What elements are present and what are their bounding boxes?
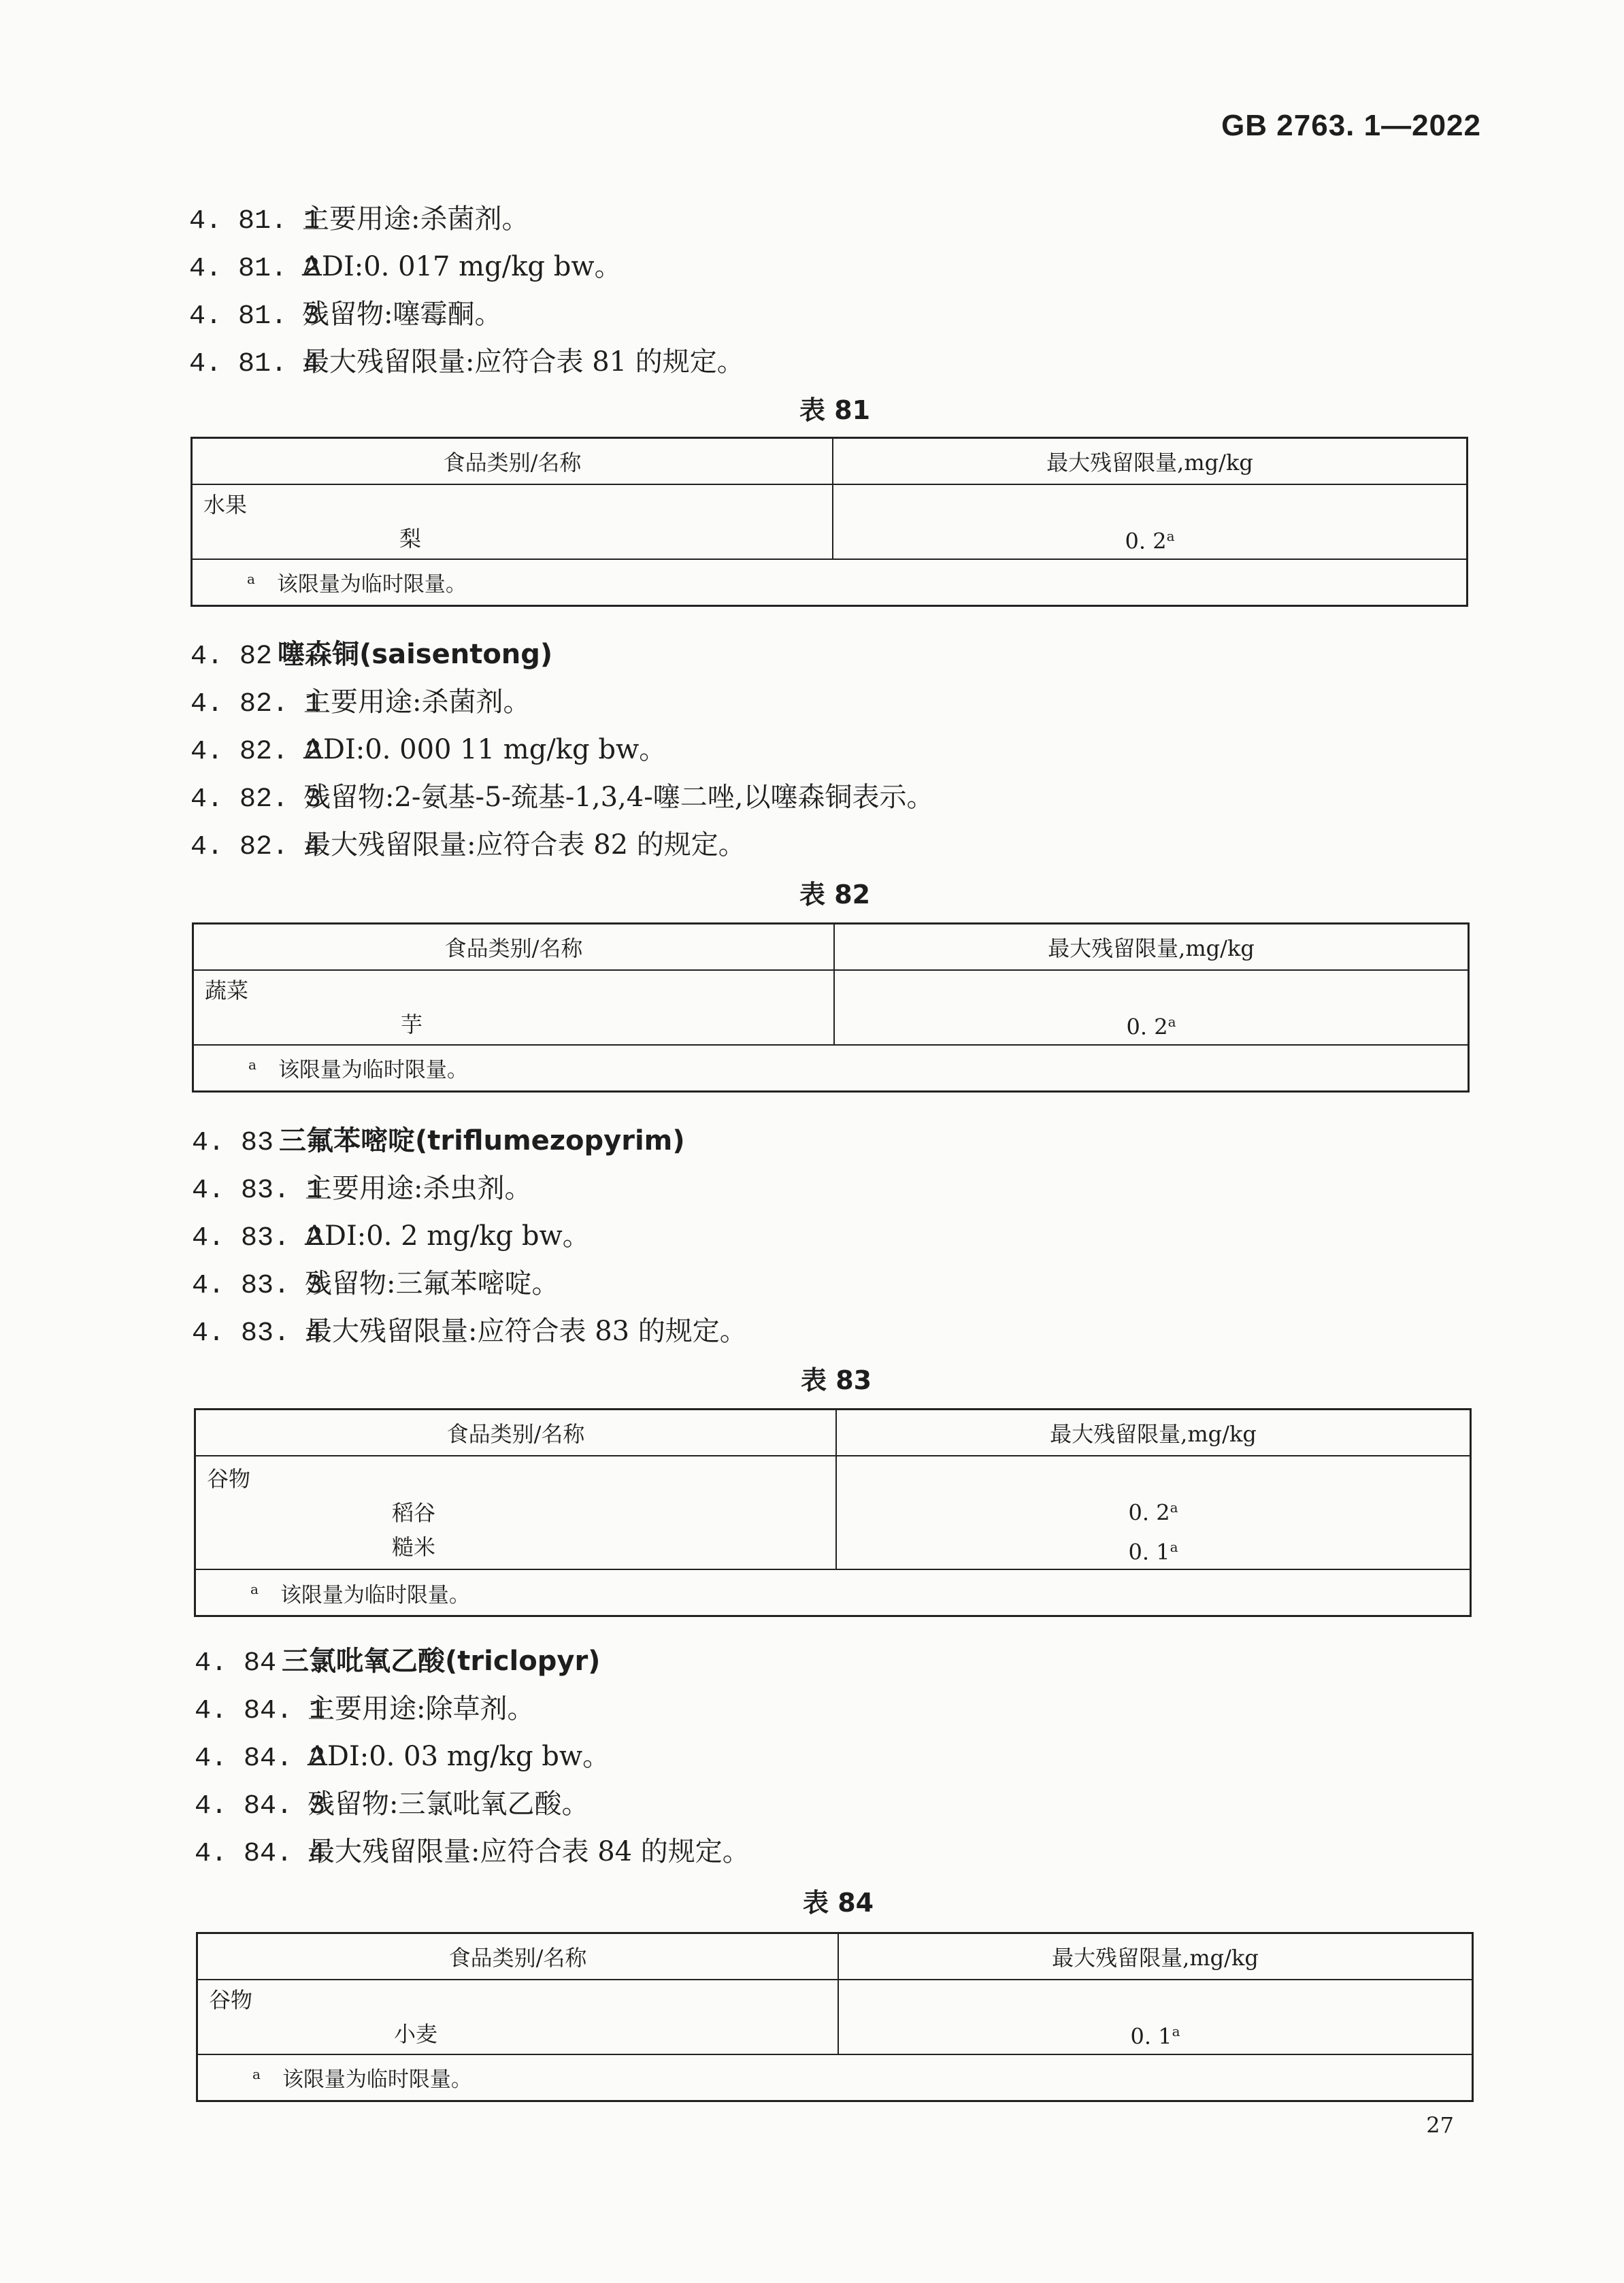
clause-text: 残留物:2-氨基-5-巯基-1,3,4-噻二唑,以噻森铜表示。 (303, 782, 934, 813)
footnote-marker: a (1170, 1538, 1178, 1555)
table-note-row (193, 1045, 1469, 1092)
clause-number: 4. 82. 4 (190, 832, 322, 863)
clause-number: 4. 82. 2 (190, 737, 322, 767)
clause-4-82-4 (190, 823, 746, 863)
table-row (193, 970, 1469, 1045)
clause-4-82-2 (190, 728, 666, 767)
mrl-cell (838, 1980, 1473, 2054)
column-header-mrl: 最大残留限量,mg/kg (834, 924, 1469, 971)
footnote-marker: a (1167, 1014, 1176, 1030)
standard-code: GB 2763. 1—2022 (1221, 109, 1481, 142)
section-heading-4-82 (190, 633, 552, 672)
clause-number: 4. 81. 2 (189, 254, 320, 284)
food-cell (197, 1980, 839, 2054)
column-header-food: 食品类别/名称 (195, 1410, 837, 1456)
food-cell (193, 970, 835, 1045)
table-note-row (195, 1569, 1471, 1616)
section-title: 噻森铜(saisentong) (278, 639, 553, 670)
table-row (195, 1456, 1471, 1569)
food-category: 蔬菜 (205, 977, 249, 1003)
section-number: 4. 83 (192, 1128, 274, 1159)
food-category: 水果 (203, 491, 248, 518)
table-note: $^a$ 该限量为临时限量。 (193, 1045, 1469, 1092)
table-81 (190, 437, 1468, 607)
clause-number: 4. 84. 4 (195, 1839, 326, 1869)
mrl-cell (834, 970, 1469, 1045)
food-name: 稻谷 (391, 1499, 435, 1526)
clause-number: 4. 83. 3 (192, 1271, 323, 1301)
footnote-marker: a (252, 2065, 261, 2082)
page-number: 27 (1426, 2112, 1454, 2138)
table-note-row (192, 559, 1468, 606)
mrl-value: 0. 1$^a$ (1130, 2023, 1180, 2050)
table-note: $^a$ 该限量为临时限量。 (192, 559, 1468, 606)
food-name: 芋 (400, 1011, 422, 1037)
clause-number: 4. 84. 1 (195, 1696, 326, 1727)
clause-text: ADI:0. 000 11 mg/kg bw。 (303, 734, 667, 765)
clause-text: ADI:0. 2 mg/kg bw。 (305, 1220, 590, 1252)
clause-4-84-4 (195, 1830, 750, 1869)
table-84-caption: 表 84 (803, 1888, 874, 1918)
table-row (197, 1980, 1473, 2054)
clause-4-83-1 (192, 1167, 531, 1206)
table-83 (194, 1408, 1472, 1617)
mrl-value: 0. 2$^a$ (1128, 1499, 1178, 1526)
table-84 (196, 1932, 1474, 2102)
table-header-row (193, 924, 1469, 971)
mrl-cell (836, 1456, 1471, 1569)
clause-number: 4. 81. 1 (189, 206, 320, 237)
clause-text: 最大残留限量:应符合表 83 的规定。 (305, 1316, 747, 1347)
clause-number: 4. 81. 4 (189, 349, 320, 380)
clause-4-83-4 (192, 1310, 747, 1349)
table-note: $^a$ 该限量为临时限量。 (197, 2054, 1473, 2101)
section-heading-4-84 (195, 1639, 600, 1679)
section-heading-4-83 (192, 1119, 685, 1159)
clause-4-81-1 (189, 197, 529, 237)
food-name: 梨 (399, 525, 421, 552)
clause-text: 最大残留限量:应符合表 82 的规定。 (303, 829, 746, 861)
clause-4-84-3 (195, 1782, 589, 1822)
column-header-mrl: 最大残留限量,mg/kg (833, 438, 1468, 485)
clause-text: 残留物:三氟苯嘧啶。 (305, 1268, 559, 1299)
clause-text: 最大残留限量:应符合表 84 的规定。 (308, 1836, 750, 1867)
clause-4-81-3 (189, 293, 501, 332)
clause-4-81-4 (189, 340, 744, 380)
column-header-food: 食品类别/名称 (192, 438, 833, 485)
table-83-caption: 表 83 (801, 1365, 872, 1395)
table-note: $^a$ 该限量为临时限量。 (195, 1569, 1471, 1616)
column-header-food: 食品类别/名称 (197, 1933, 839, 1980)
clause-4-84-2 (195, 1735, 610, 1774)
food-cell (192, 484, 833, 559)
mrl-cell (833, 484, 1468, 559)
footnote-marker: a (1170, 1499, 1178, 1516)
clause-4-83-2 (192, 1214, 590, 1254)
column-header-mrl: 最大残留限量,mg/kg (836, 1410, 1471, 1456)
food-name: 小麦 (393, 2020, 437, 2047)
table-header-row (192, 438, 1468, 485)
section-title: 三氯吡氧乙酸(triclopyr) (282, 1646, 601, 1677)
section-title: 三氟苯嘧啶(triflumezopyrim) (279, 1125, 685, 1156)
clause-number: 4. 84. 3 (195, 1791, 326, 1822)
clause-4-81-2 (189, 245, 622, 284)
footnote-marker: a (1166, 528, 1175, 544)
food-cell (195, 1456, 837, 1569)
footnote-marker: a (247, 570, 255, 587)
clause-number: 4. 83. 4 (192, 1318, 323, 1349)
table-82-caption: 表 82 (799, 880, 871, 910)
clause-text: 最大残留限量:应符合表 81 的规定。 (302, 346, 744, 378)
clause-text: 主要用途:除草剂。 (308, 1693, 535, 1724)
table-header-row (195, 1410, 1471, 1456)
table-81-caption: 表 81 (799, 395, 871, 425)
clause-number: 4. 84. 2 (195, 1744, 326, 1774)
mrl-value: 0. 2$^a$ (1126, 1014, 1176, 1040)
clause-text: ADI:0. 017 mg/kg bw。 (302, 251, 622, 282)
clause-number: 4. 83. 2 (192, 1223, 323, 1254)
clause-text: 主要用途:杀菌剂。 (303, 686, 531, 718)
table-header-row (197, 1933, 1473, 1980)
food-name: 糙米 (391, 1533, 435, 1560)
clause-4-83-3 (192, 1262, 559, 1301)
footnote-marker: a (248, 1056, 256, 1073)
section-number: 4. 84 (195, 1648, 277, 1679)
clause-4-84-1 (195, 1687, 534, 1727)
mrl-value: 0. 2$^a$ (1125, 528, 1175, 554)
clause-text: ADI:0. 03 mg/kg bw。 (308, 1741, 610, 1772)
clause-number: 4. 81. 3 (189, 301, 320, 332)
clause-4-82-3 (190, 776, 933, 815)
footnote-marker: a (250, 1581, 259, 1598)
clause-text: 残留物:三氯吡氧乙酸。 (308, 1788, 589, 1820)
column-header-mrl: 最大残留限量,mg/kg (838, 1933, 1473, 1980)
clause-number: 4. 83. 1 (192, 1176, 323, 1206)
clause-text: 主要用途:杀菌剂。 (302, 203, 529, 235)
column-header-food: 食品类别/名称 (193, 924, 835, 971)
clause-text: 主要用途:杀虫剂。 (305, 1173, 532, 1204)
section-number: 4. 82 (190, 641, 273, 672)
clause-number: 4. 82. 1 (190, 689, 322, 720)
table-82 (192, 922, 1470, 1093)
clause-4-82-1 (190, 680, 530, 720)
footnote-marker: a (1172, 2023, 1180, 2039)
clause-number: 4. 82. 3 (190, 784, 322, 815)
mrl-value: 0. 1$^a$ (1128, 1538, 1178, 1565)
food-category: 谷物 (209, 1986, 253, 2013)
table-note-row (197, 2054, 1473, 2101)
table-row (192, 484, 1468, 559)
food-category: 谷物 (207, 1465, 251, 1492)
clause-text: 残留物:噻霉酮。 (302, 299, 502, 330)
